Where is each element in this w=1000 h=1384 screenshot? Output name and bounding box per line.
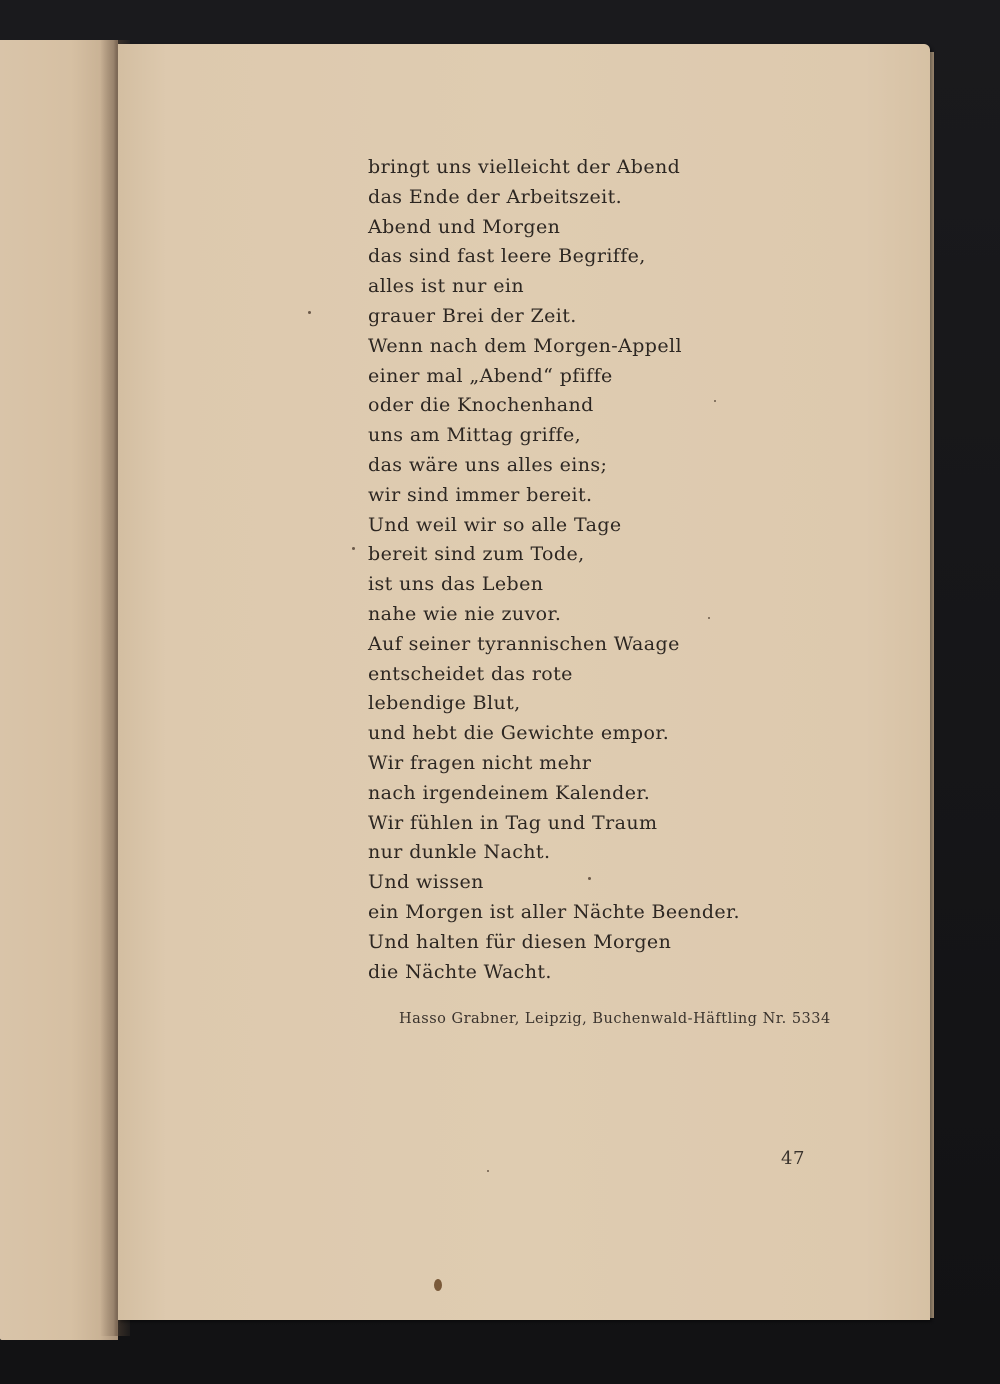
poem-line: alles ist nur ein <box>368 275 524 298</box>
poem-line: nach irgendeinem Kalender. <box>368 781 651 804</box>
poem-line: entscheidet das rote <box>368 662 573 685</box>
poem-line: nahe wie nie zuvor. <box>368 602 562 625</box>
poem-line: Und halten für diesen Morgen <box>368 930 672 953</box>
poem-line: wir sind immer bereit. <box>368 483 593 506</box>
poem-line: Wir fragen nicht mehr <box>368 751 592 774</box>
poem-line: uns am Mittag griffe, <box>368 424 582 447</box>
paper-speck <box>588 877 591 880</box>
poem-line: Wenn nach dem Morgen-Appell <box>368 334 682 357</box>
poem-line: Auf seiner tyrannischen Waage <box>368 632 680 655</box>
poem-line: grauer Brei der Zeit. <box>368 304 577 327</box>
poem-line: ist uns das Leben <box>368 573 544 596</box>
poem-line: das Ende der Arbeitszeit. <box>368 185 623 208</box>
poem-line: oder die Knochenhand <box>368 394 594 417</box>
poem-line: die Nächte Wacht. <box>368 960 552 983</box>
poem-line: das sind fast leere Begriffe, <box>368 245 646 268</box>
poem-text <box>368 153 740 987</box>
paper-speck <box>352 547 355 550</box>
poem-line: Und wissen <box>368 871 484 894</box>
paper-speck <box>714 400 716 402</box>
author-credit: Hasso Grabner, Leipzig, Buchenwald-Häftling Nr. 5334 <box>399 1011 831 1027</box>
poem-line: Und weil wir so alle Tage <box>368 513 622 536</box>
poem-line: bringt uns vielleicht der Abend <box>368 156 681 178</box>
poem-line: Wir fühlen in Tag und Traum <box>368 811 658 834</box>
poem-line: Abend und Morgen <box>368 215 561 238</box>
page-number: 47 <box>781 1148 805 1169</box>
poem-line: und hebt die Gewichte empor. <box>368 722 670 745</box>
poem-line: nur dunkle Nacht. <box>368 841 551 864</box>
paper-speck <box>487 1170 489 1172</box>
poem-line: einer mal „Abend“ pfiffe <box>368 364 613 387</box>
poem-line: bereit sind zum Tode, <box>368 543 585 566</box>
poem-line: lebendige Blut, <box>368 692 521 715</box>
paper-stain <box>434 1279 442 1291</box>
paper-speck <box>308 311 311 314</box>
poem-line: das wäre uns alles eins; <box>368 453 608 476</box>
paper-speck <box>708 617 710 619</box>
poem-line: ein Morgen ist aller Nächte Beender. <box>368 900 740 923</box>
